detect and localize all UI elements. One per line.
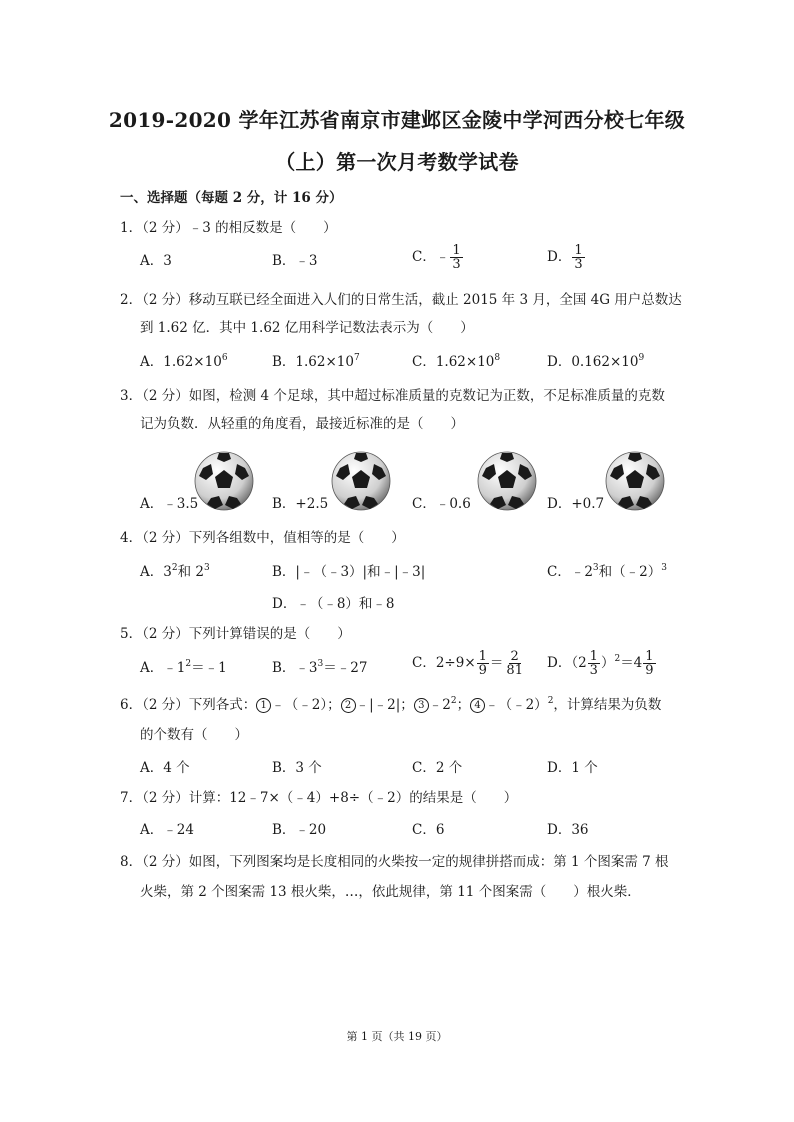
soccer-ball-icon xyxy=(330,450,392,512)
q7-option-a: A．﹣24 xyxy=(140,822,194,838)
q5-option-b: B．$﹣3^3=﹣27$ xyxy=(272,659,368,676)
q4-option-b: B．|﹣（﹣3）|和﹣|﹣3| xyxy=(272,564,426,580)
question-6-line1: 6．（2 分）下列各式： 1 ﹣（﹣2）； 2 ﹣|﹣2|； 3 $﹣2^2$； 4 ﹣（﹣2）$^2$，计算结果为负数 xyxy=(120,696,662,713)
question-2-line2: 到 1.62 亿．其中 1.62 亿用科学记数法表示为（ ） xyxy=(140,320,474,336)
q4-option-a: A．$3^2$和 $2^3$ xyxy=(140,563,210,580)
q1-option-b: B．﹣3 xyxy=(272,253,318,269)
q7-option-c: C．6 xyxy=(412,822,445,838)
q4-option-d: D．﹣（﹣8）和﹣8 xyxy=(272,596,395,612)
q1-option-a: A．3 xyxy=(140,253,172,269)
question-5-stem: 5．（2 分）下列计算错误的是（ ） xyxy=(120,626,351,642)
q7-option-d: D．36 xyxy=(547,822,589,838)
q6-option-b: B．3 个 xyxy=(272,760,322,776)
question-3-line2: 记为负数．从轻重的角度看，最接近标准的是（ ） xyxy=(140,416,464,432)
soccer-ball-icon xyxy=(604,450,666,512)
q2-option-b: B．$1.62\times 10^7$ xyxy=(272,353,360,370)
q2-option-c: C．$1.62\times 10^8$ xyxy=(412,353,501,370)
question-4-stem: 4．（2 分）下列各组数中，值相等的是（ ） xyxy=(120,530,405,546)
q3-option-b: B．+2.5 xyxy=(272,496,329,512)
q5-option-d: D．（2 $\frac{1}{3}$ ）$^2$＝4 $\frac{1}{9}$ xyxy=(547,649,654,678)
exam-title-line2: （上）第一次月考数学试卷 xyxy=(275,150,519,174)
q5-option-a: A．$﹣1^2=﹣1$ xyxy=(140,659,227,676)
q3-option-d: D．+0.7 xyxy=(547,496,605,512)
soccer-ball-icon xyxy=(193,450,255,512)
exam-title-line1: 2019-2020 学年江苏省南京市建邺区金陵中学河西分校七年级 xyxy=(108,108,686,132)
question-3-line1: 3．（2 分）如图，检测 4 个足球，其中超过标准质量的克数记为正数，不足标准质量的克数 xyxy=(120,388,665,404)
q6-option-c: C．2 个 xyxy=(412,760,463,776)
q1-option-c: C．﹣ $\frac{1}{3}$ xyxy=(412,243,461,272)
q5-option-c: C．2÷9× $\frac{1}{9}$ ＝ $\frac{2}{81}$ xyxy=(412,649,523,678)
q2-option-a: A．$1.62\times 10^6$ xyxy=(140,353,228,370)
soccer-ball-icon xyxy=(476,450,538,512)
q3-option-a: A．﹣3.5 xyxy=(140,496,199,512)
q3-option-c: C．﹣0.6 xyxy=(412,496,471,512)
question-7-stem: 7．（2 分）计算：12﹣7×（﹣4）+8÷（﹣2）的结果是（ ） xyxy=(120,790,518,806)
question-1-stem: 1．（2 分）﹣3 的相反数是（ ） xyxy=(120,220,337,236)
q2-option-d: D．$0.162\times 10^9$ xyxy=(547,353,645,370)
q1-option-d: D． $\frac{1}{3}$ xyxy=(547,243,583,272)
page-footer: 第 1 页（共 19 页） xyxy=(346,1030,448,1043)
q6-option-a: A．4 个 xyxy=(140,760,190,776)
q6-option-d: D．1 个 xyxy=(547,760,598,776)
section-heading: 一、选择题（每题 2 分，计 16 分） xyxy=(120,190,343,206)
question-2-line1: 2．（2 分）移动互联已经全面进入人们的日常生活，截止 2015 年 3 月，全国 4G 用户总数达 xyxy=(120,292,682,308)
question-8-line1: 8．（2 分）如图，下列图案均是长度相同的火柴按一定的规律拼搭而成：第 1 个图案需 7 根 xyxy=(120,854,669,870)
q4-option-c: C．$﹣2^3$和（﹣2）$^3$ xyxy=(547,563,667,580)
q7-option-b: B．﹣20 xyxy=(272,822,327,838)
question-8-line2: 火柴，第 2 个图案需 13 根火柴，…，依此规律，第 11 个图案需（ ）根火柴． xyxy=(140,884,641,900)
question-6-line2: 的个数有（ ） xyxy=(140,727,248,743)
